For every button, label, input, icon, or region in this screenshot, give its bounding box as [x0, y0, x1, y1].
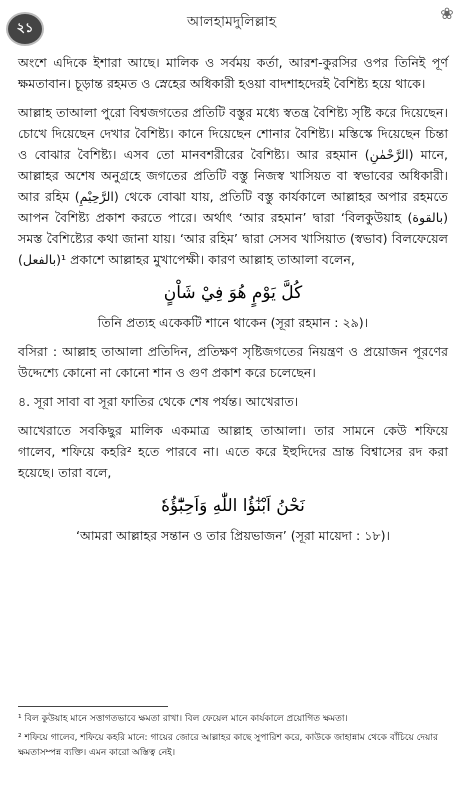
footnotes	[18, 712, 448, 765]
paragraph-5: আখেরাতে সবকিছুর মালিক একমাত্র আল্লাহ তাআলা। তার সামনে কেউ শফিয়ে গালেব, শফিয়ে কহরি² হতে পারবে না। এতে করে ইহুদিদের ভ্রান্ত বিশ্বাসের রদ করা হয়েছে। তারা বলে,	[18, 423, 448, 480]
paragraph-2: আল্লাহ তাআলা পুরো বিশ্বজগতের প্রতিটি বস্তুর মধ্যে স্বতন্ত্র বৈশিষ্ট্য সৃষ্টি করে দিয়েছেন। চোখে দিয়েছেন দেখার বৈশিষ্ট্য। কানে দিয়েছেন শোনার বৈশিষ্ট্য। মস্তিস্কে দিয়েছেন চিন্তা ও বোঝার বৈশিষ্ট্য। এসব তো মানবশরীরের বৈশিষ্ট্য। আর রহমান (الرَّحْمٰنِ) মানে, আল্লাহর অশেষ অনুগ্রহে জগতের প্রতিটি বস্তু নিজস্ব খাসিয়ত বা স্বভাবের অধিকারী। আর রহিম (الرَّحِيْمِ) থেকে বোঝা যায়, প্রতিটি বস্তু কার্যকালে আল্লাহর অপার রহমতে আপন বৈশিষ্ট্য প্রকাশ করতে পারে। অর্থাৎ ‘আর রহমান’ দ্বারা ‘বিলকুউয়াহ (بالقوة) সমস্ত বৈশিষ্ট্যের কথা জানা যায়। ‘আর রহিম’ দ্বারা সেসব খাসিয়াত (স্বভাব) বিলফেয়েল (بالفعل)¹ প্রকাশে আল্লাহর মুখাপেক্ষী। কারণ আল্লাহ তাআলা বলেন,	[18, 105, 448, 267]
arabic-verse-2: نَحْنُ اَبْنٰٓؤُا اللّٰهِ وَاَحِبّٰٓؤُهٗ	[161, 496, 305, 516]
footnote-2: ² শফিয়ে গালেব, শফিয়ে কহরি মানে: গায়ের জোরে আল্লাহর কাছে সুপারিশ করে, কাউকে জাহান্নাম থেকে বাঁচিয়ে দেয়ার ক্ষমতাসম্পন্ন ব্যক্তি। এমন কারো অস্তিত্ব নেই।	[18, 733, 438, 758]
verse-translation-2: ‘আমরা আল্লাহর সন্তান ও তার প্রিয়ভাজন’ (সূরা মায়েদা : ১৮)।	[75, 528, 391, 543]
paragraph-4: ৪. সূরা সাবা বা সূরা ফাতির থেকে শেষ পর্যন্ত। আখেরাত।	[18, 394, 299, 409]
arabic-verse-1: كُلَّ يَوْمٍ هُوَ فِيْ شَاْنٍ	[163, 283, 303, 303]
page-body	[18, 52, 448, 554]
ornament-icon: ❀	[440, 4, 454, 23]
page-number-badge: ২১	[8, 14, 42, 44]
paragraph-3: বসিরা : আল্লাহ তাআলা প্রতিদিন, প্রতিক্ষণ সৃষ্টিজগতের নিয়ন্ত্রণ ও প্রয়োজন পূরণের উদ্দেশ্যে কোনো না কোনো শান ও গুণ প্রকাশ করে চলেছেন।	[18, 344, 448, 380]
verse-translation-1: তিনি প্রত্যহ একেকটি শানে থাকেন (সূরা রহমান : ২৯)।	[97, 315, 369, 330]
running-title: আলহামদুলিল্লাহ	[186, 14, 277, 30]
paragraph-1: অংশে এদিকে ইশারা আছে। মালিক ও সর্বময় কর্তা, আরশ-কুরসির ওপর তিনিই পূর্ণ ক্ষমতাবান। চূড়ান্ত রহমত ও স্নেহের অধিকারী হওয়া বাদশাহদেরই বৈশিষ্ট্য হয়ে থাকে।	[18, 55, 448, 91]
footnote-divider	[18, 706, 168, 707]
page-header	[0, 0, 463, 48]
footnote-1: ¹ বিল কুউয়াহ মানে সত্তাগতভাবে ক্ষমতা রাখা। বিল ফেয়েল মানে কার্যকালে প্রয়োগিত ক্ষমতা।	[18, 714, 348, 724]
